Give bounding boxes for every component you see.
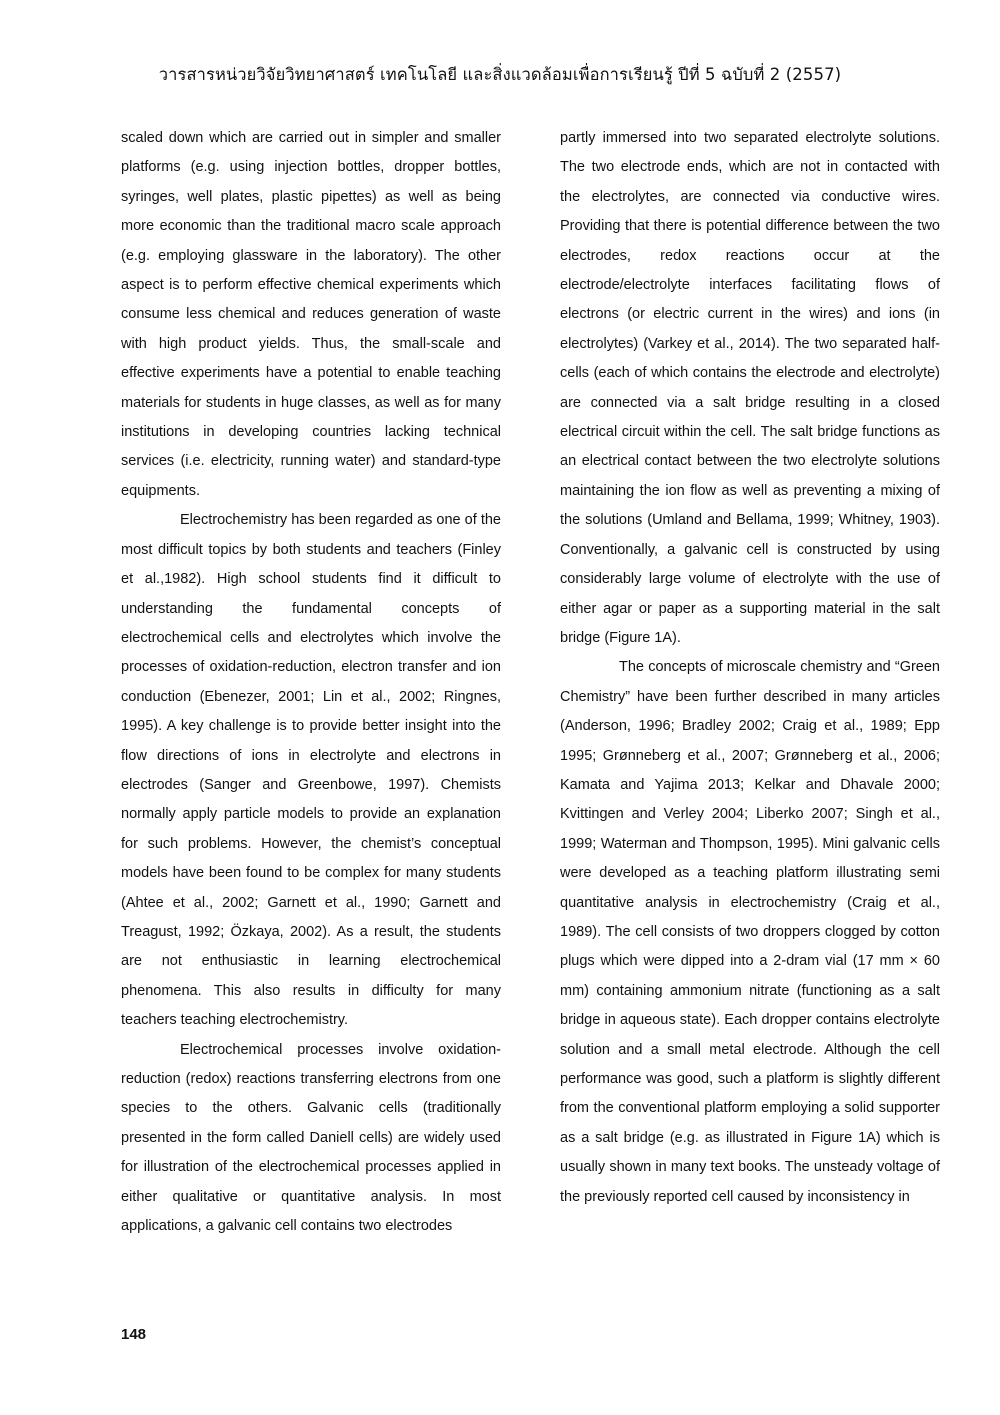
page-number: 148: [121, 1326, 147, 1343]
paragraph: scaled down which are carried out in simpler and smaller platforms (e.g. using injection bottles, dropper bottles, syringes, well plates, plastic pipettes) as well as being more economic than the traditional macro scale approach (e.g. employing glassware in the laboratory). The other aspect is to perform effective chemical experiments which consume less chemical and reduces generation of waste with high product yields. Thus, the small-scale and effective experiments have a potential to enable teaching materials for students in huge classes, as well as for many institutions in developing countries lacking technical services (i.e. electricity, running water) and standard-type equipments.: [121, 130, 501, 499]
left-column: [121, 124, 501, 1241]
paragraph: partly immersed into two separated electrolyte solutions. The two electrode ends, which are not in contacted with the electrolytes, are connected via conductive wires. Providing that there is potential difference between the two electrodes, redox reactions occur at the electrode/electrolyte interfaces facilitating flows of electrons (or electric current in the wires) and ions (in electrolytes) (Varkey et al., 2014). The two separated half-cells (each of which contains the electrode and electrolyte) are connected via a salt bridge resulting in a closed electrical circuit within the cell. The salt bridge functions as an electrical contact between the two electrolyte solutions maintaining the ion flow as well as preventing a mixing of the solutions (Umland and Bellama, 1999; Whitney, 1903). Conventionally, a galvanic cell is constructed by using considerably large volume of electrolyte with the use of either agar or paper as a supporting material in the salt bridge (Figure 1A).: [560, 130, 940, 646]
paragraph: Electrochemical processes involve oxidation-reduction (redox) reactions transferring electrons from one species to the others. Galvanic cells (traditionally presented in the form called Daniell cells) are widely used for illustration of the electrochemical processes applied in either qualitative or quantitative analysis. In most applications, a galvanic cell contains two electrodes: [121, 1041, 501, 1235]
right-column: [560, 124, 940, 1212]
paragraph: Electrochemistry has been regarded as one of the most difficult topics by both students and teachers (Finley et al.,1982). High school students find it difficult to understanding the fundamental concepts of electrochemical cells and electrolytes which involve the processes of oxidation-reduction, electron transfer and ion conduction (Ebenezer, 2001; Lin et al., 2002; Ringnes, 1995). A key challenge is to provide better insight into the flow directions of ions in electrolyte and electrons in electrodes (Sanger and Greenbowe, 1997). Chemists normally apply particle models to provide an explanation for such problems. However, the chemist’s conceptual models have been found to be complex for many students (Ahtee et al., 2002; Garnett et al., 1990; Garnett and Treagust, 1992; Özkaya, 2002). As a result, the students are not enthusiastic in learning electrochemical phenomena. This also results in difficulty for many teachers teaching electrochemistry.: [121, 512, 501, 1029]
paragraph: The concepts of microscale chemistry and “Green Chemistry” have been further described in many articles (Anderson, 1996; Bradley 2002; Craig et al., 1989; Epp 1995; Grønneberg et al., 2007; Grønneberg et al., 2006; Kamata and Yajima 2013; Kelkar and Dhavale 2000; Kvittingen and Verley 2004; Liberko 2007; Singh et al., 1999; Waterman and Thompson, 1995). Mini galvanic cells were developed as a teaching platform illustrating semi quantitative analysis in electrochemistry (Craig et al., 1989). The cell consists of two droppers clogged by cotton plugs which were dipped into a 2-dram vial (17 mm × 60 mm) containing ammonium nitrate (functioning as a salt bridge in aqueous state). Each dropper contains electrolyte solution and a small metal electrode. Although the cell performance was good, such a platform is slightly different from the conventional platform employing a solid supporter as a salt bridge (e.g. as illustrated in Figure 1A) which is usually shown in many text books. The unsteady voltage of the previously reported cell caused by inconsistency in: [560, 659, 940, 1205]
journal-header: วารสารหน่วยวิจัยวิทยาศาสตร์ เทคโนโลยี และสิ่งแวดล้อมเพื่อการเรียนรู้ ปีที่ 5 ฉบับที่ 2 (2557): [158, 65, 842, 84]
